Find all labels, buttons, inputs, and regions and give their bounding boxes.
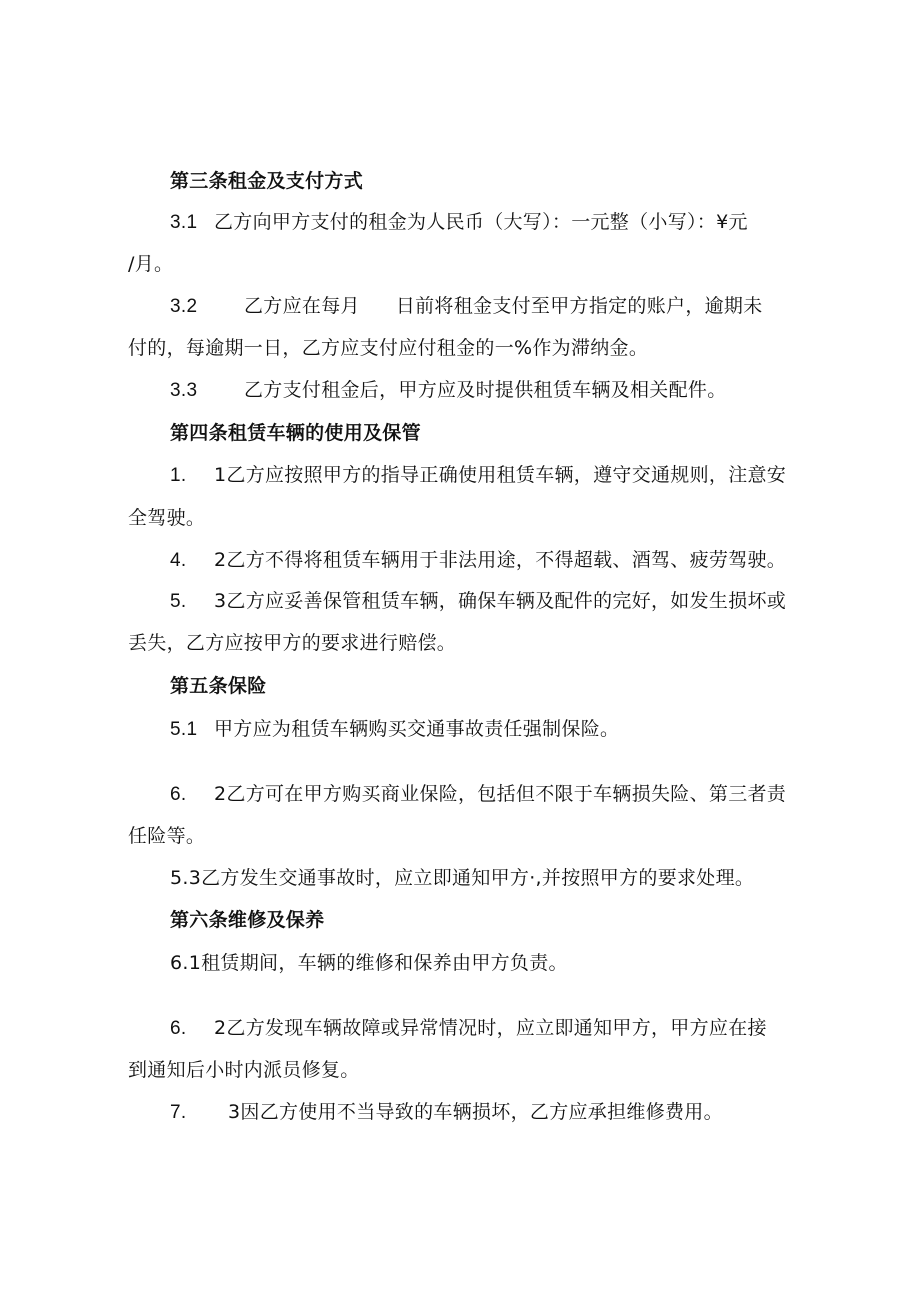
clause-number: 6. [170,784,187,805]
clause-5-2-line-2: 任险等。 [128,825,206,847]
clause-text: 乙方应在每月 [244,295,360,317]
section-6-heading: 第六条维修及保养 [170,909,325,931]
clause-text: 2乙方发现车辆故障或异常情况时，应立即通知甲方，甲方应在接 [214,1017,767,1039]
clause-number: 3.2 [170,296,198,317]
clause-number: 5. [170,591,187,612]
section-4-heading: 第四条租赁车辆的使用及保管 [170,422,421,444]
clause-6-2-line-1 [170,1016,767,1041]
section-3-heading: 第三条租金及支付方式 [170,170,364,192]
clause-5-1-line-1 [170,717,619,742]
clause-3-2-line-1 [170,294,763,319]
clause-text: 2乙方可在甲方购买商业保险，包括但不限于车辆损失险、第三者责 [214,783,787,805]
clause-text: 3因乙方使用不当导致的车辆损坏，乙方应承担维修费用。 [228,1101,723,1123]
clause-number: 6. [170,1018,187,1039]
clause-4-1-line-2: 全驾驶。 [128,507,206,529]
clause-text: 3乙方应妥善保管租赁车辆，确保车辆及配件的完好，如发生损坏或 [214,590,787,612]
clause-4-2-line-1 [170,548,786,573]
clause-text: 乙方向甲方支付的租金为人民币（大写）：一元整（小写）：¥元 [214,211,748,233]
clause-3-1-line-1 [170,210,748,235]
clause-4-3-line-2: 丢失，乙方应按甲方的要求进行赔偿。 [128,632,457,654]
clause-text: 2乙方不得将租赁车辆用于非法用途，不得超载、酒驾、疲劳驾驶。 [214,549,787,571]
clause-number: 4. [170,550,187,571]
clause-3-2-line-2: 付的，每逾期一日，乙方应支付应付租金的一%作为滞纳金。 [128,337,649,359]
clause-6-1-line-1: 6.1租赁期间，车辆的维修和保养由甲方负责。 [170,952,568,974]
clause-number: 3.3 [170,380,198,401]
clause-6-3-line-1 [170,1100,723,1125]
clause-text: 日前将租金支付至甲方指定的账户，逾期未 [395,295,763,317]
clause-4-3-line-1 [170,589,786,614]
clause-text: 1乙方应按照甲方的指导正确使用租赁车辆，遵守交通规则，注意安 [214,464,787,486]
clause-4-1-line-1 [170,463,786,488]
section-5-heading: 第五条保险 [170,675,267,697]
clause-5-3-line-1: 5.3乙方发生交通事故时，应立即通知甲方·,并按照甲方的要求处理。 [170,867,755,889]
clause-text: 甲方应为租赁车辆购买交通事故责任强制保险。 [214,718,620,740]
clause-number: 3.1 [170,212,198,233]
clause-number: 1. [170,465,187,486]
clause-5-2-line-1 [170,782,786,807]
clause-3-1-line-2: /月。 [128,253,174,275]
clause-text: 乙方支付租金后，甲方应及时提供租赁车辆及相关配件。 [244,379,727,401]
clause-6-2-line-2: 到通知后小时内派员修复。 [128,1059,360,1081]
clause-number: 5.1 [170,719,198,740]
clause-number: 7. [170,1102,187,1123]
clause-3-3-line-1 [170,378,727,403]
